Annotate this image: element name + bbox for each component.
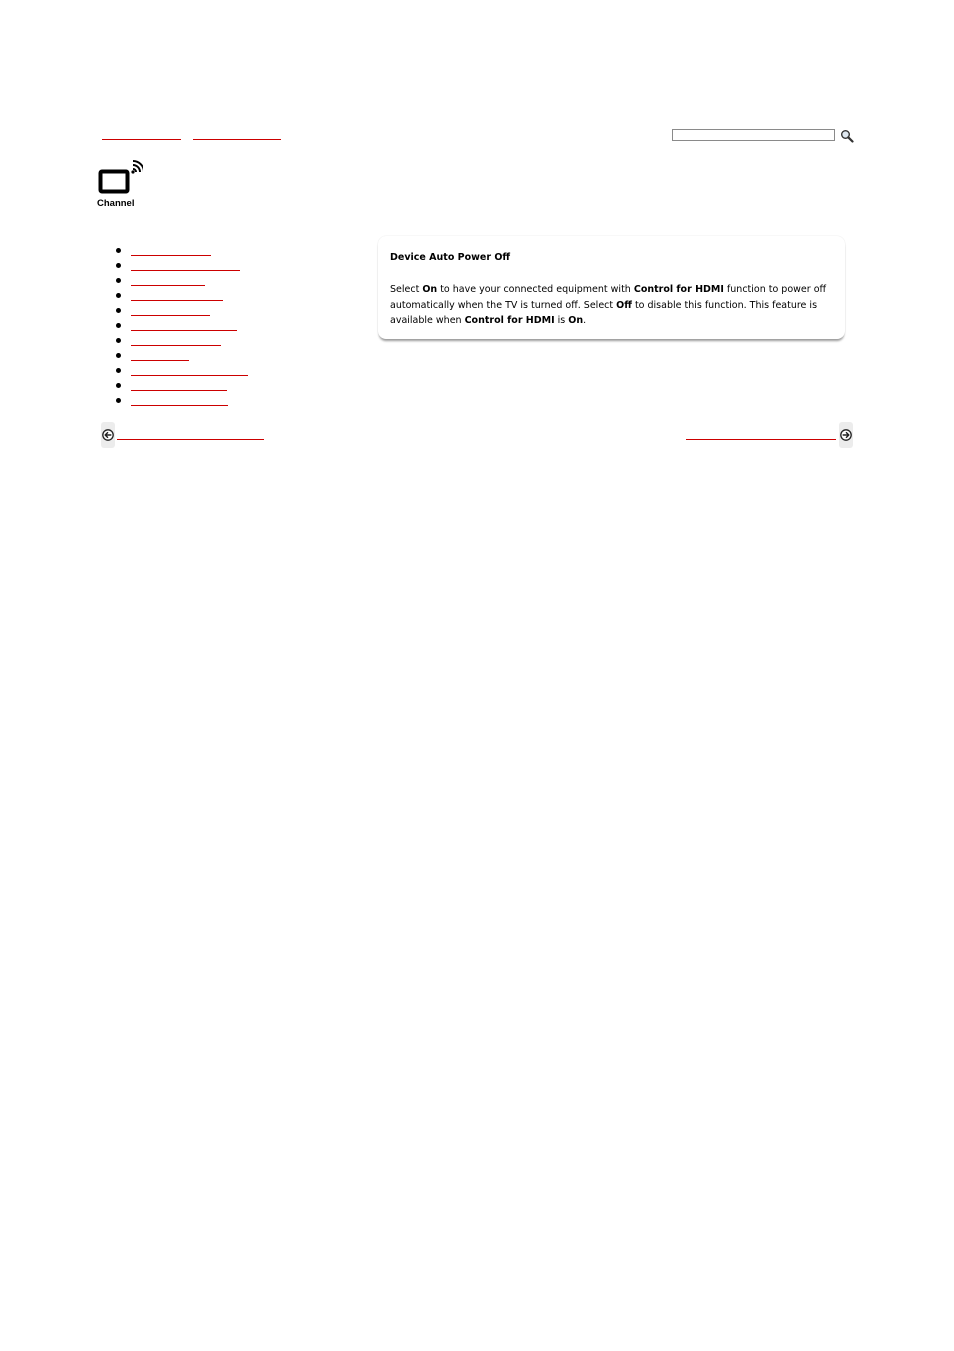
breadcrumb-link-1[interactable] <box>102 139 181 140</box>
submenu-link[interactable] <box>131 300 223 301</box>
submenu-link[interactable] <box>131 315 210 316</box>
bold-term: Control for HDMI <box>633 284 724 295</box>
content-panel <box>378 236 845 339</box>
next-page-button[interactable] <box>839 422 853 448</box>
tv-broadcast-icon <box>97 159 143 197</box>
search-button[interactable] <box>840 128 854 142</box>
submenu-link[interactable] <box>131 270 240 271</box>
next-page-link[interactable] <box>686 439 836 440</box>
bullet <box>116 278 121 283</box>
bullet <box>116 293 121 298</box>
bullet <box>116 353 121 358</box>
breadcrumb-link-2[interactable] <box>193 139 281 140</box>
bullet <box>116 308 121 313</box>
magnifier-icon <box>840 129 854 143</box>
bold-term: On <box>422 284 438 295</box>
bullet <box>116 263 121 268</box>
body-text: . <box>583 315 587 326</box>
panel-body <box>390 282 835 329</box>
submenu-link[interactable] <box>131 390 227 391</box>
previous-page-link[interactable] <box>117 439 264 440</box>
bullet <box>116 383 121 388</box>
body-text: to have your connected equipment with <box>437 284 634 295</box>
search-input[interactable] <box>672 129 835 141</box>
submenu-link[interactable] <box>131 375 248 376</box>
bullet <box>116 323 121 328</box>
body-text: Select <box>390 284 423 295</box>
body-text: to disable this function. This feature is available when <box>390 299 818 326</box>
panel-title: Device Auto Power Off <box>390 252 511 263</box>
body-text: function to power off automatically when the TV is turned off. Select <box>390 284 827 311</box>
arrow-left-icon <box>101 422 115 448</box>
category-label: Channel <box>97 198 135 209</box>
submenu-link[interactable] <box>131 255 211 256</box>
bullet <box>116 368 121 373</box>
bold-term: On <box>568 315 584 326</box>
submenu-link[interactable] <box>131 360 189 361</box>
previous-page-button[interactable] <box>101 422 115 448</box>
submenu-link[interactable] <box>131 330 237 331</box>
submenu-link[interactable] <box>131 285 205 286</box>
bullet <box>116 248 121 253</box>
arrow-right-icon <box>839 422 853 448</box>
bullet <box>116 398 121 403</box>
submenu-link[interactable] <box>131 345 221 346</box>
bold-term: Off <box>616 299 632 311</box>
submenu-link[interactable] <box>131 405 228 406</box>
bullet <box>116 338 121 343</box>
body-text: is <box>554 315 569 326</box>
bold-term: Control for HDMI <box>464 315 555 326</box>
